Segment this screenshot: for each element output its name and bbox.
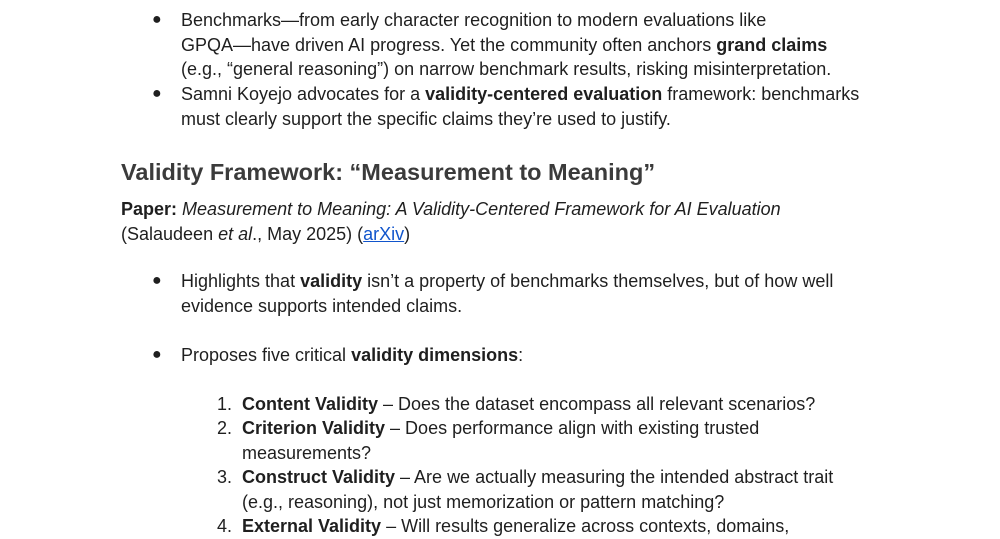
section-heading: Validity Framework: “Measurement to Meaning” [121,159,656,185]
list-item [152,82,901,131]
bold-text: validity dimensions [351,345,519,365]
paragraph-line [181,57,901,82]
paragraph-line [181,82,901,107]
arxiv-link[interactable]: arXiv [363,223,405,244]
text-run: (Salaudeen [121,223,219,244]
list-number: 3. [216,467,232,487]
dimension-name: External Validity [242,516,382,536]
dimension-description: – Are we actually measuring the intended abstract trait [395,467,834,487]
bold-text: validity [300,271,363,291]
dimension-name: Criterion Validity [242,418,386,438]
list-item [152,343,901,368]
list-number: 4. [216,516,232,536]
italic-text: et al [218,223,253,244]
paper-label: Paper: [121,199,178,219]
text-run: evidence supports intended claims. [181,295,463,316]
paragraph-line [242,514,882,539]
paragraph-line [242,416,882,441]
text-run: GPQA—have driven AI progress. Yet the community often anchors [181,34,717,55]
paragraph-line [121,222,901,247]
paragraph-line [181,294,901,319]
bold-text: validity-centered evaluation [425,84,663,104]
text-run: (e.g., “general reasoning”) on narrow benchmark results, risking misinterpretation. [181,59,832,79]
list-item [152,8,901,82]
paragraph-line [181,33,901,58]
paper-citation [121,197,901,246]
list-number: 1. [216,394,232,414]
text-run: : [518,345,524,365]
paragraph-line [181,107,901,132]
numbered-list-item [216,416,882,465]
dimension-name: Construct Validity [242,467,396,487]
text-run: Highlights that [181,271,301,291]
bold-text: grand claims [716,34,828,55]
paragraph-line [242,465,882,490]
paper-title: Measurement to Meaning: A Validity-Centered Framework for AI Evaluation [182,199,781,219]
numbered-list-item [216,465,882,514]
bullet-icon: ● [152,272,162,289]
bullet-icon: ● [152,346,162,363]
paragraph-line [242,392,882,417]
text-run: must clearly support the specific claims they’re used to justify. [181,108,671,129]
list-item [152,269,901,318]
paragraph-line [181,8,901,33]
paragraph-line: (e.g., reasoning), not just memorization or pattern matching? [242,491,725,512]
dimension-description: – Does the dataset encompass all relevant scenarios? [378,394,816,414]
paragraph-line [121,197,901,222]
dimension-name: Content Validity [242,394,379,414]
text-run: Proposes five critical [181,345,352,365]
dimension-description: – Does performance align with existing trusted [385,418,760,438]
text-run: isn’t a property of benchmarks themselves, but of how well [362,271,834,291]
text-run: Benchmarks—from early character recognition to modern evaluations like [181,10,767,30]
numbered-list-item [216,392,882,417]
bullet-icon: ● [152,85,162,102]
paragraph-line: measurements? [242,442,372,463]
text-run: ) [404,223,411,244]
text-run: Samni Koyejo advocates for a [181,84,426,104]
paragraph-line [181,269,901,294]
bullet-icon: ● [152,11,162,28]
text-run: framework: benchmarks [662,84,860,104]
paragraph-line [181,343,901,368]
dimension-description: – Will results generalize across contexts, domains, [381,516,790,536]
list-number: 2. [216,418,232,438]
numbered-list-item [216,514,882,539]
text-run: ., May 2025) ( [252,223,364,244]
